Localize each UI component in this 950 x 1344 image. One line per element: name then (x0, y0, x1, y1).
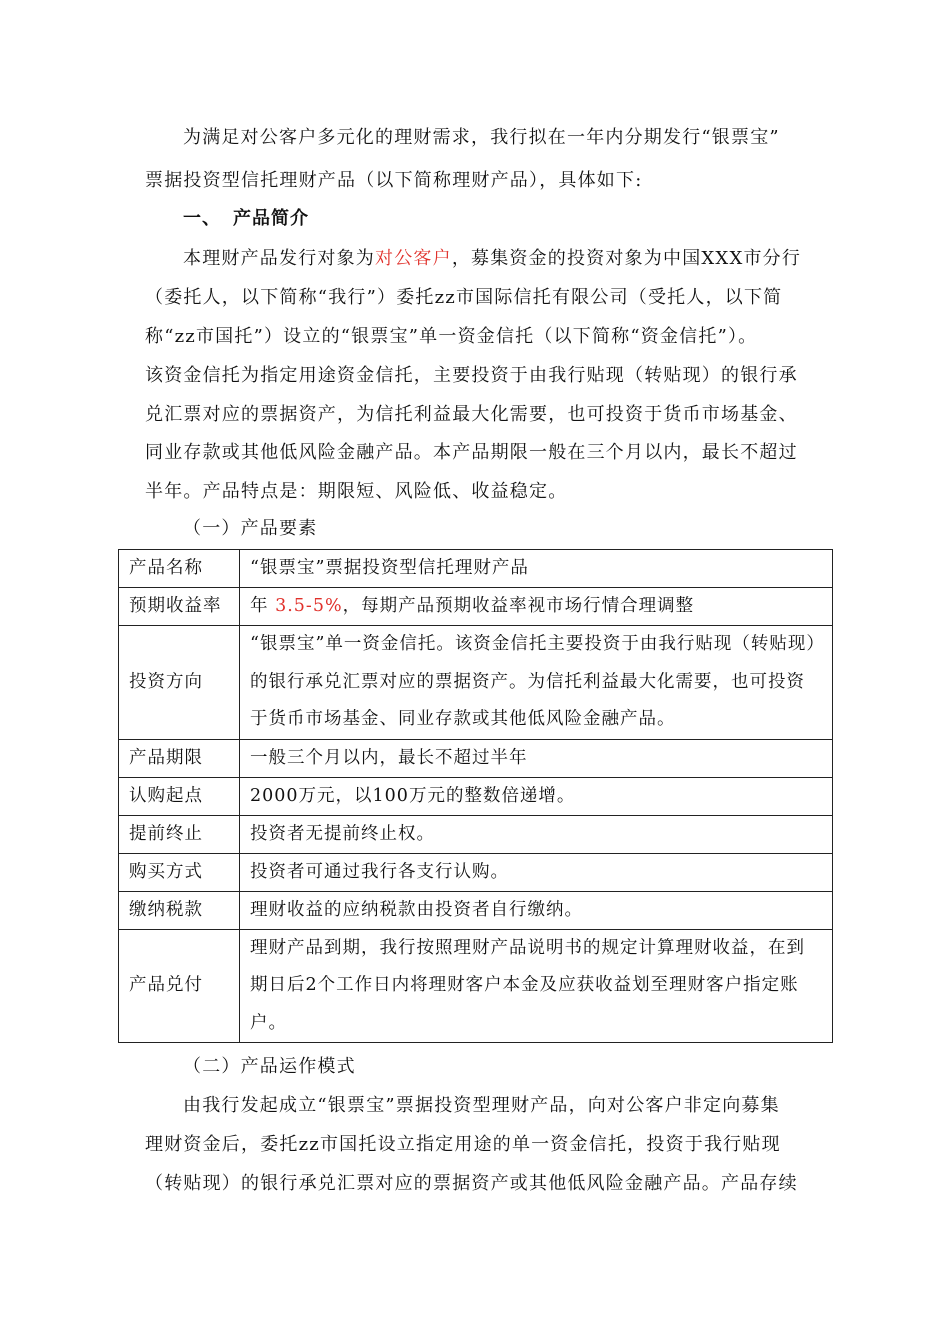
para1-line-6: 同业存款或其他低风险金融产品。本产品期限一般在三个月以内，最长不超过 (145, 442, 798, 463)
row-key: 产品名称 (119, 550, 240, 588)
section-title: 产品简介 (233, 208, 309, 229)
row-key: 缴纳税款 (119, 891, 240, 929)
row-key: 认购起点 (119, 777, 240, 815)
table-row (119, 588, 833, 626)
highlight-target-client: 对公客户 (375, 248, 452, 269)
row-key: 预期收益率 (119, 588, 240, 626)
subheading-operation-mode: （二）产品运作模式 (183, 1056, 356, 1077)
table-row (119, 626, 833, 740)
table-row (119, 929, 833, 1043)
para1-text: 本理财产品发行对象为 (183, 248, 375, 269)
para1-line-4: 该资金信托为指定用途资金信托，主要投资于由我行贴现（转贴现）的银行承 (145, 365, 798, 386)
yield-rate: 3.5-5% (275, 596, 343, 616)
row-key: 产品期限 (119, 739, 240, 777)
value-text: 年 (250, 596, 276, 616)
para2-line-3: （转贴现）的银行承兑汇票对应的票据资产或其他低风险金融产品。产品存续 (145, 1173, 798, 1194)
subheading-elements: （一）产品要素 (183, 518, 318, 539)
table-row (119, 777, 833, 815)
table-row (119, 891, 833, 929)
value-text: ，每期产品预期收益率视市场行情合理调整 (342, 596, 695, 616)
intro-line-1: 为满足对公客户多元化的理财需求，我行拟在一年内分期发行“银票宝” (183, 127, 780, 148)
para1-line-2: （委托人，以下简称“我行”）委托zz市国际信托有限公司（受托人，以下简 (145, 287, 783, 308)
intro-line-2: 票据投资型信托理财产品（以下简称理财产品），具体如下: (145, 170, 643, 191)
para1-line-5: 兑汇票对应的票据资产，为信托利益最大化需要，也可投资于货币市场基金、 (145, 404, 798, 425)
section-number: 一、 (183, 208, 221, 229)
row-value (240, 588, 833, 626)
row-key: 投资方向 (119, 626, 240, 740)
row-value: 理财产品到期，我行按照理财产品说明书的规定计算理财收益，在到期日后2个工作日内将理财客户本金及应获收益划至理财客户指定账户。 (240, 929, 833, 1043)
table-row (119, 739, 833, 777)
row-value: 理财收益的应纳税款由投资者自行缴纳。 (240, 891, 833, 929)
para2-line-2: 理财资金后，委托zz市国托设立指定用途的单一资金信托，投资于我行贴现 (145, 1134, 781, 1155)
row-key: 产品兑付 (119, 929, 240, 1043)
row-key: 购买方式 (119, 853, 240, 891)
row-value: 2000万元，以100万元的整数倍递增。 (240, 777, 833, 815)
row-key: 提前终止 (119, 815, 240, 853)
product-elements-table (118, 549, 833, 1043)
row-value: 投资者可通过我行各支行认购。 (240, 853, 833, 891)
row-value: “银票宝”单一资金信托。该资金信托主要投资于由我行贴现（转贴现）的银行承兑汇票对应的票据资产。为信托利益最大化需要，也可投资于货币市场基金、同业存款或其他低风险金融产品。 (240, 626, 833, 740)
para1-line-7: 半年。产品特点是：期限短、风险低、收益稳定。 (145, 481, 568, 502)
row-value: 投资者无提前终止权。 (240, 815, 833, 853)
para1-line-3: 称“zz市国托”）设立的“银票宝”单一资金信托（以下简称“资金信托”）。 (145, 326, 758, 347)
para2-line-1: 由我行发起成立“银票宝”票据投资型理财产品，向对公客户非定向募集 (183, 1095, 780, 1116)
row-value: 一般三个月以内，最长不超过半年 (240, 739, 833, 777)
para1-text: ，募集资金的投资对象为中国XXX市分行 (451, 248, 802, 269)
table-row (119, 853, 833, 891)
row-value: “银票宝”票据投资型信托理财产品 (240, 550, 833, 588)
table-row (119, 550, 833, 588)
para1-line-1 (183, 247, 801, 271)
table-row (119, 815, 833, 853)
section-heading (183, 207, 309, 231)
